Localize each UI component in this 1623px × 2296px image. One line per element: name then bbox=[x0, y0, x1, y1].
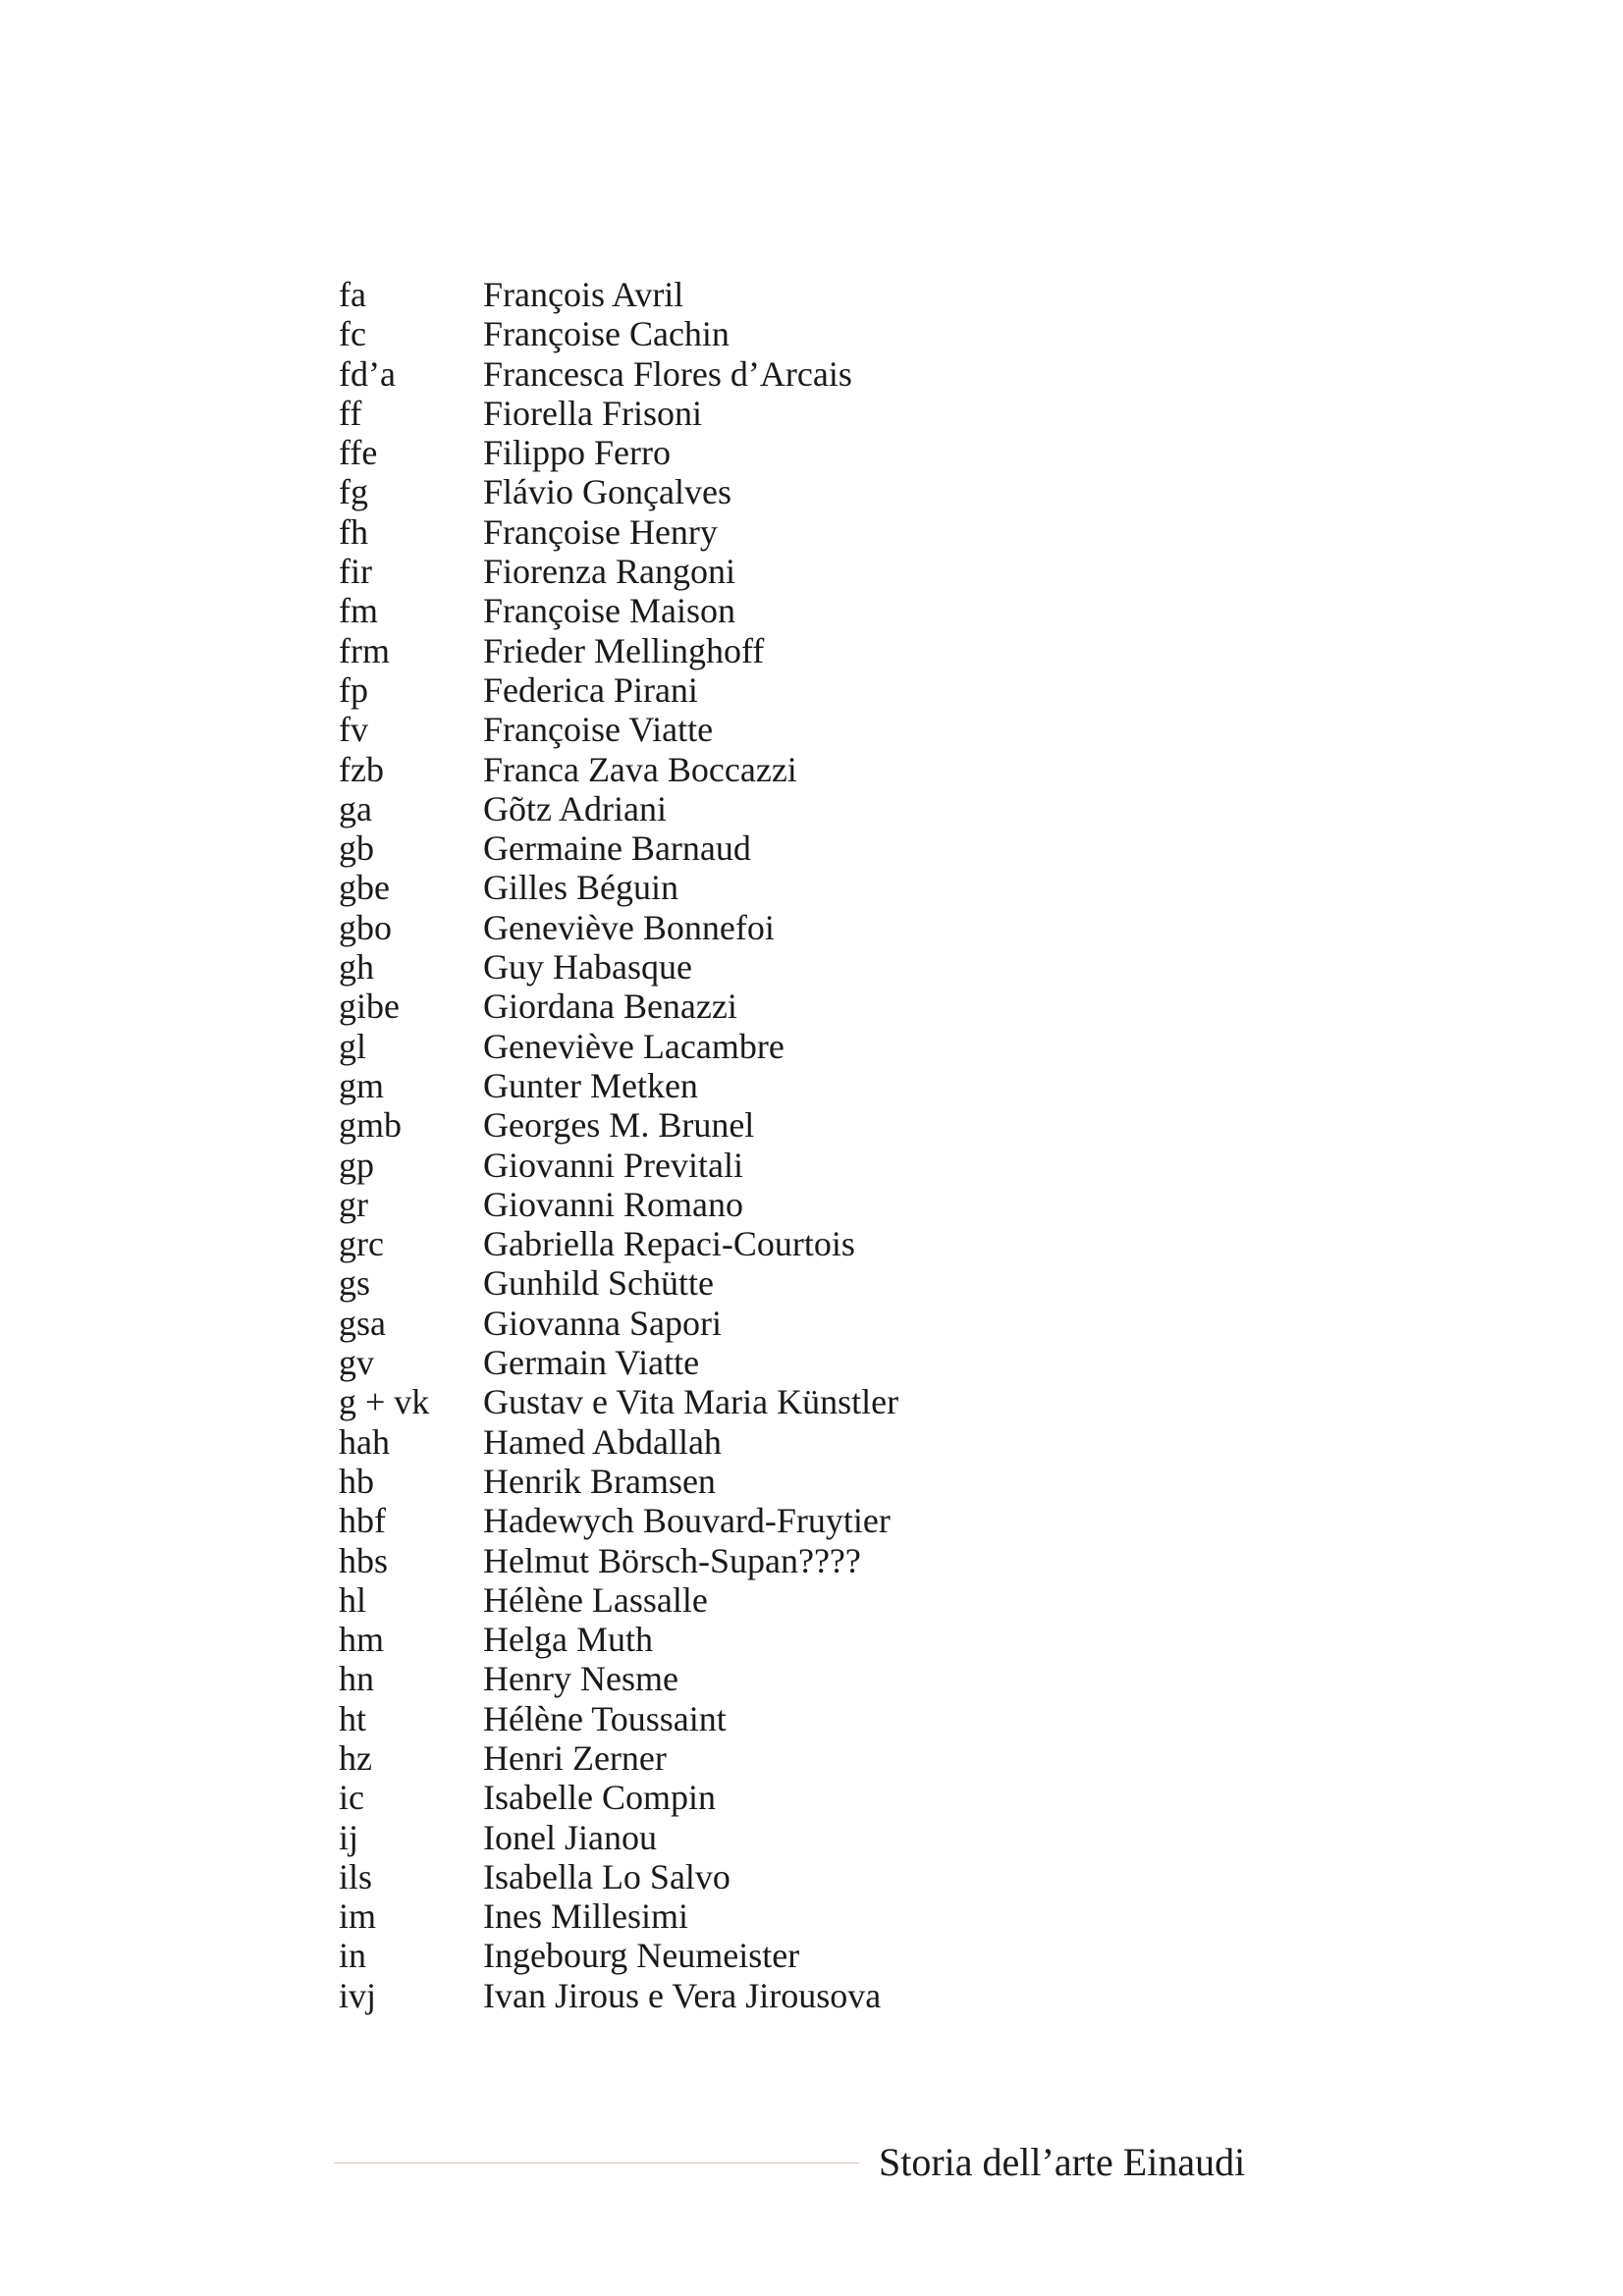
entry-abbreviation: gmb bbox=[339, 1105, 403, 1146]
list-item bbox=[339, 1304, 898, 1343]
entry-name: Isabella Lo Salvo bbox=[483, 1856, 730, 1896]
entry-abbreviation: gl bbox=[339, 1026, 367, 1066]
entry-abbreviation: fzb bbox=[339, 749, 384, 789]
entry-abbreviation: hbs bbox=[339, 1540, 389, 1580]
list-item bbox=[339, 1699, 898, 1738]
entry-name: Georges M. Brunel bbox=[483, 1105, 755, 1146]
entry-abbreviation: gb bbox=[339, 828, 374, 869]
list-item bbox=[339, 1263, 898, 1303]
entry-abbreviation: ff bbox=[339, 393, 362, 433]
entry-name: Geneviève Bonnefoi bbox=[483, 907, 775, 947]
entry-abbreviation: im bbox=[339, 1896, 377, 1937]
entry-name: Hélène Toussaint bbox=[483, 1698, 727, 1738]
list-item bbox=[339, 354, 898, 394]
list-item bbox=[339, 512, 898, 552]
entry-name: Helga Muth bbox=[483, 1620, 653, 1660]
list-item bbox=[339, 908, 898, 947]
entry-abbreviation: hm bbox=[339, 1620, 385, 1660]
entry-abbreviation: fp bbox=[339, 669, 368, 710]
list-item bbox=[339, 1896, 898, 1936]
entry-name: Gunter Metken bbox=[483, 1065, 698, 1105]
entry-abbreviation: hbf bbox=[339, 1501, 386, 1541]
entry-name: Francesca Flores d’Arcais bbox=[483, 353, 852, 394]
list-item bbox=[339, 1382, 898, 1421]
entry-name: Giovanni Romano bbox=[483, 1184, 743, 1224]
entry-name: Françoise Cachin bbox=[483, 314, 730, 354]
list-item bbox=[339, 433, 898, 472]
entry-name: Henrik Bramsen bbox=[483, 1461, 716, 1501]
entry-name: Geneviève Lacambre bbox=[483, 1026, 784, 1066]
page-footer bbox=[334, 2138, 1296, 2187]
list-item bbox=[339, 1027, 898, 1066]
list-item bbox=[339, 1580, 898, 1620]
entry-abbreviation: frm bbox=[339, 630, 390, 670]
entry-name: Françoise Viatte bbox=[483, 710, 714, 750]
entry-abbreviation: grc bbox=[339, 1224, 384, 1264]
entry-name: Françoise Maison bbox=[483, 591, 735, 631]
list-item bbox=[339, 1501, 898, 1540]
entry-name: Fiorenza Rangoni bbox=[483, 552, 735, 592]
list-item bbox=[339, 828, 898, 868]
list-item bbox=[339, 1738, 898, 1778]
entry-abbreviation: gibe bbox=[339, 987, 400, 1027]
entry-name: Gilles Béguin bbox=[483, 868, 678, 908]
entry-name: Hadewych Bouvard-Fruytier bbox=[483, 1501, 891, 1541]
list-item bbox=[339, 552, 898, 591]
list-item bbox=[339, 275, 898, 314]
entry-name: Isabelle Compin bbox=[483, 1778, 716, 1818]
list-item bbox=[339, 314, 898, 353]
list-item bbox=[339, 750, 898, 789]
entry-abbreviation: hb bbox=[339, 1461, 374, 1501]
entry-name: Federica Pirani bbox=[483, 669, 698, 710]
entry-abbreviation: gsa bbox=[339, 1303, 386, 1343]
entry-abbreviation: gm bbox=[339, 1065, 385, 1105]
list-item bbox=[339, 1224, 898, 1263]
entry-abbreviation: ga bbox=[339, 788, 372, 828]
list-item bbox=[339, 1620, 898, 1659]
entry-abbreviation: fir bbox=[339, 552, 372, 592]
list-item bbox=[339, 1066, 898, 1105]
entry-name: Helmut Börsch-Supan???? bbox=[483, 1540, 861, 1580]
entry-name: Hamed Abdallah bbox=[483, 1421, 722, 1462]
list-item bbox=[339, 1659, 898, 1698]
entry-name: Gustav e Vita Maria Künstler bbox=[483, 1382, 899, 1422]
list-item bbox=[339, 789, 898, 828]
list-item bbox=[339, 1541, 898, 1580]
list-item bbox=[339, 1936, 898, 1975]
entry-abbreviation: ffe bbox=[339, 433, 378, 473]
entry-name: Françoise Henry bbox=[483, 511, 718, 552]
entry-name: Franca Zava Boccazzi bbox=[483, 749, 797, 789]
entry-name: Guy Habasque bbox=[483, 947, 692, 988]
list-item bbox=[339, 631, 898, 670]
entry-abbreviation: gbe bbox=[339, 868, 390, 908]
list-item bbox=[339, 1818, 898, 1857]
list-item bbox=[339, 868, 898, 907]
entry-name: Gõtz Adriani bbox=[483, 788, 667, 828]
entry-abbreviation: gr bbox=[339, 1184, 368, 1224]
entry-abbreviation: ic bbox=[339, 1778, 364, 1818]
entry-abbreviation: fd’a bbox=[339, 353, 396, 394]
entry-name: Ionel Jianou bbox=[483, 1817, 657, 1857]
entry-abbreviation: gbo bbox=[339, 907, 392, 947]
entry-name: Germain Viatte bbox=[483, 1343, 700, 1383]
entry-abbreviation: hl bbox=[339, 1579, 367, 1620]
entry-abbreviation: hn bbox=[339, 1659, 374, 1699]
entry-abbreviation: fa bbox=[339, 275, 366, 314]
entry-name: Giordana Benazzi bbox=[483, 987, 737, 1027]
list-item bbox=[339, 947, 898, 987]
author-abbreviation-list bbox=[339, 275, 898, 2015]
entry-abbreviation: gp bbox=[339, 1145, 374, 1185]
entry-name: Frieder Mellinghoff bbox=[483, 630, 765, 670]
entry-abbreviation: fm bbox=[339, 591, 378, 631]
entry-name: Ivan Jirous e Vera Jirousova bbox=[483, 1975, 882, 2015]
entry-name: Filippo Ferro bbox=[483, 433, 672, 473]
list-item bbox=[339, 1778, 898, 1817]
entry-name: François Avril bbox=[483, 275, 684, 314]
entry-name: Ingebourg Neumeister bbox=[483, 1936, 800, 1976]
list-item bbox=[339, 710, 898, 749]
list-item bbox=[339, 394, 898, 433]
list-item bbox=[339, 591, 898, 630]
entry-abbreviation: in bbox=[339, 1936, 367, 1976]
list-item bbox=[339, 472, 898, 511]
entry-name: Germaine Barnaud bbox=[483, 828, 751, 869]
entry-abbreviation: fh bbox=[339, 511, 368, 552]
entry-abbreviation: ht bbox=[339, 1698, 367, 1738]
entry-name: Henry Nesme bbox=[483, 1659, 678, 1699]
entry-name: Gunhild Schütte bbox=[483, 1263, 714, 1304]
list-item bbox=[339, 1462, 898, 1501]
entry-name: Giovanni Previtali bbox=[483, 1145, 743, 1185]
entry-name: Gabriella Repaci-Courtois bbox=[483, 1224, 855, 1264]
entry-abbreviation: gs bbox=[339, 1263, 371, 1304]
entry-abbreviation: gh bbox=[339, 947, 374, 988]
entry-abbreviation: fc bbox=[339, 314, 366, 354]
entry-abbreviation: fv bbox=[339, 710, 368, 750]
entry-name: Hélène Lassalle bbox=[483, 1579, 708, 1620]
entry-abbreviation: g + vk bbox=[339, 1382, 430, 1422]
entry-abbreviation: ivj bbox=[339, 1975, 377, 2015]
list-item bbox=[339, 1343, 898, 1382]
list-item bbox=[339, 1146, 898, 1185]
footer-publication-title: Storia dell’arte Einaudi bbox=[879, 2140, 1246, 2184]
entry-abbreviation: hz bbox=[339, 1737, 372, 1778]
entry-name: Flávio Gonçalves bbox=[483, 472, 731, 512]
entry-abbreviation: ij bbox=[339, 1817, 359, 1857]
list-item bbox=[339, 670, 898, 710]
list-item bbox=[339, 1857, 898, 1896]
entry-abbreviation: gv bbox=[339, 1343, 374, 1383]
list-item bbox=[339, 1422, 898, 1462]
entry-abbreviation: ils bbox=[339, 1856, 373, 1896]
list-item bbox=[339, 1185, 898, 1224]
list-item bbox=[339, 987, 898, 1026]
entry-name: Henri Zerner bbox=[483, 1737, 667, 1778]
entry-name: Giovanna Sapori bbox=[483, 1303, 722, 1343]
entry-name: Fiorella Frisoni bbox=[483, 393, 702, 433]
entry-abbreviation: fg bbox=[339, 472, 368, 512]
list-item bbox=[339, 1105, 898, 1145]
entry-abbreviation: hah bbox=[339, 1421, 390, 1462]
list-item bbox=[339, 1976, 898, 2015]
entry-name: Ines Millesimi bbox=[483, 1896, 688, 1937]
